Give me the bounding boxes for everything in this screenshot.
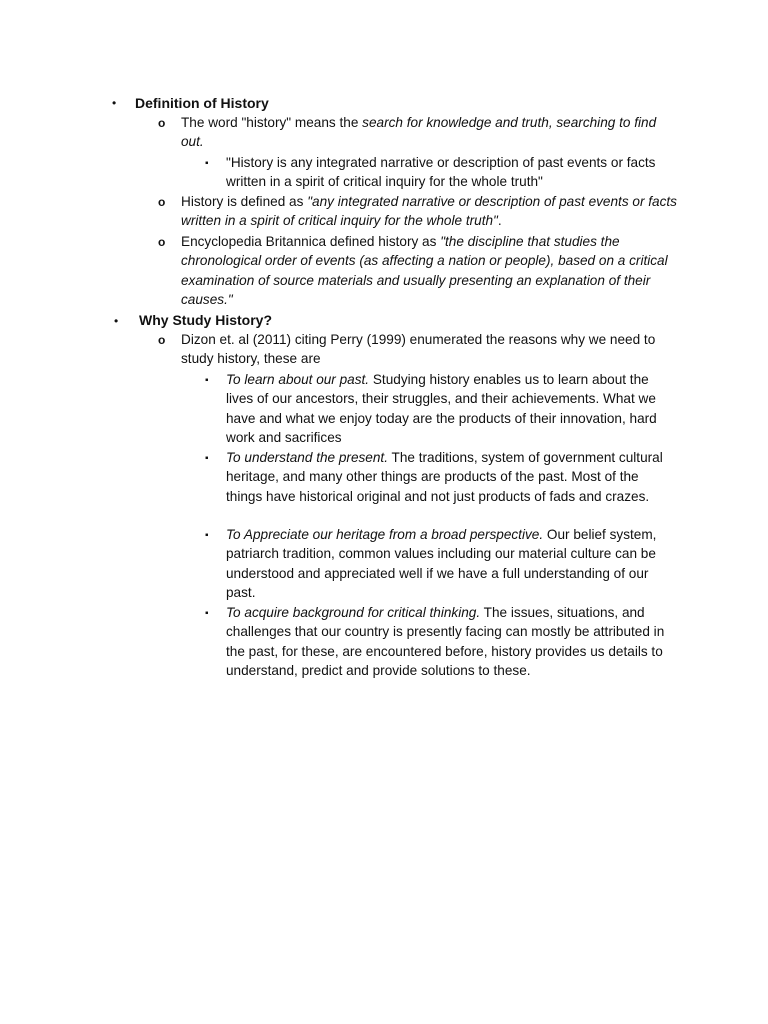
definition-item-word-meaning	[181, 113, 681, 152]
bullet-square: ▪	[205, 608, 209, 619]
reason-title: To understand the present.	[226, 450, 388, 465]
section-heading-definition: Definition of History	[135, 95, 269, 111]
bullet-square: ▪	[205, 158, 209, 169]
bullet-circle: o	[158, 333, 166, 347]
why-study-intro: Dizon et. al (2011) citing Perry (1999) enumerated the reasons why we need to study history, these are	[181, 332, 656, 367]
reason-item	[226, 370, 676, 448]
reason-body: Studying history enables us to learn about the lives of our ancestors, their struggles, and their achievements. What we have and what we enjoy today are the products of their innovation, hard work and sacrifices	[226, 372, 657, 446]
bullet-circle: o	[158, 195, 166, 209]
italic-run: "the discipline that studies the chronological order of events (as affecting a nation or people), based on a critical examination of source materials and usually presenting an explanation of their causes."	[181, 234, 668, 308]
reason-body: The traditions, system of government cultural heritage, and many other things are products of the past. Most of the things have historical original and not just products of fads and crazes.	[226, 450, 663, 504]
italic-run: "any integrated narrative or description of past events or facts written in a spirit of critical inquiry for the whole truth"	[181, 194, 677, 229]
bullet-disc: •	[114, 314, 119, 328]
text-run: The word "history" means the	[181, 115, 363, 130]
reason-item	[226, 603, 676, 681]
definition-quote: "History is any integrated narrative or description of past events or facts written in a spirit of critical inquiry for the whole truth"	[226, 155, 656, 190]
text-run: .	[497, 213, 502, 229]
reason-title: To acquire background for critical thinking.	[226, 605, 481, 620]
bullet-circle: o	[158, 116, 166, 130]
text-run: History is defined as	[181, 194, 308, 209]
bullet-disc: •	[112, 96, 117, 110]
bullet-square: ▪	[205, 530, 209, 541]
bullet-square: ▪	[205, 453, 209, 464]
text-run: Encyclopedia Britannica defined history as	[181, 234, 441, 249]
reason-body: Our belief system, patriarch tradition, common values including our material culture can be understood and appreciated well if we have a full understanding of our past.	[226, 527, 657, 601]
definition-item-defined-as	[181, 192, 681, 231]
reason-item	[226, 525, 676, 603]
reason-title: To learn about our past.	[226, 372, 370, 387]
reason-item	[226, 448, 676, 506]
bullet-square: ▪	[205, 375, 209, 386]
reason-title: To Appreciate our heritage from a broad perspective.	[226, 527, 544, 542]
section-heading-why-study: Why Study History?	[139, 312, 273, 328]
definition-item-britannica	[181, 232, 681, 310]
reason-body: The issues, situations, and challenges that our country is presently facing can mostly be attributed in the past, for these, are encountered before, history provides us details to understand, predict and provide solutions to these.	[226, 605, 665, 679]
italic-run: search for knowledge and truth, searching to find out.	[181, 115, 657, 150]
bullet-circle: o	[158, 235, 166, 249]
